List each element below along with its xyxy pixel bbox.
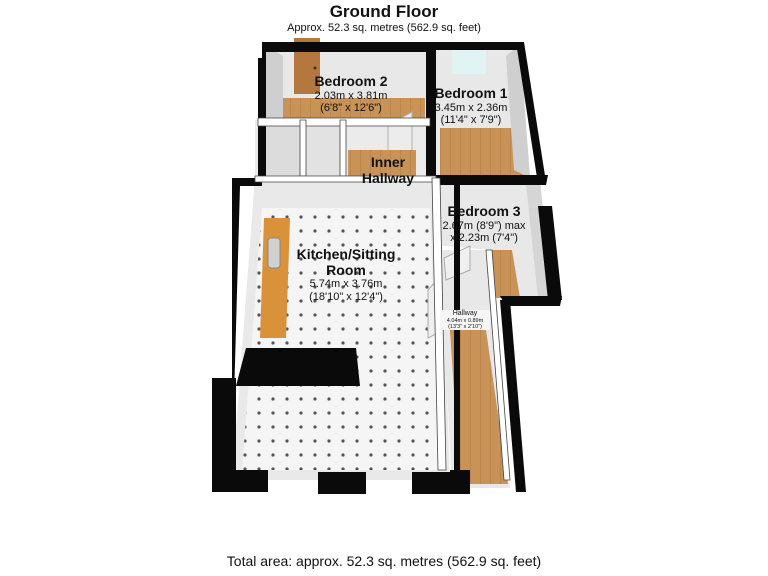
kitchen-dim-metric: 5.74m x 3.76m <box>309 278 383 291</box>
floor-title: Ground Floor <box>329 2 439 21</box>
bedroom-2-name: Bedroom 2 <box>314 73 388 89</box>
hallway-label <box>440 310 490 330</box>
kitchen-name-line2: Room <box>326 261 366 278</box>
bedroom-3-label <box>422 204 546 244</box>
bedroom-1-dim-metric: 3.45m x 2.36m <box>434 101 508 114</box>
hallway-dim-imperial: (13'3" x 2'10") <box>448 323 482 330</box>
bedroom-1-label <box>416 86 526 126</box>
bedroom-1-dim-imperial: (11'4" x 7'9") <box>440 113 502 126</box>
hallway-dim-metric: 4.04m x 0.89m <box>446 317 484 324</box>
kitchen-name-line1: Kitchen/Sitting <box>296 246 396 262</box>
total-area-footer: Total area: approx. 52.3 sq. metres (562.9 sq. feet) <box>226 553 542 569</box>
floor-area-subtitle: Approx. 52.3 sq. metres (562.9 sq. feet) <box>287 22 481 34</box>
bedroom-2-dim-metric: 2.03m x 3.81m <box>314 89 388 102</box>
kitchen-sitting-room <box>232 178 450 480</box>
bedroom-2-label <box>296 74 406 114</box>
bedroom-3-dim-metric: 2.67m (8'9") max <box>442 219 526 232</box>
bedroom-3-dim-imperial: x 2.23m (7'4") <box>450 231 518 244</box>
kitchen-dim-imperial: (18'10" x 12'4") <box>309 290 383 303</box>
inner-hallway-label <box>350 155 426 186</box>
kitchen-label <box>276 247 416 303</box>
bedroom-3-name: Bedroom 3 <box>447 203 521 219</box>
hallway-name: Hallway <box>452 310 478 317</box>
inner-hallway-name-line1: Inner <box>370 154 406 170</box>
bedroom-1-name: Bedroom 1 <box>434 85 508 101</box>
bedroom-2-dim-imperial: (6'8" x 12'6") <box>320 101 382 114</box>
inner-hallway-name-line2: Hallway <box>361 169 415 186</box>
kitchen-island <box>236 348 360 386</box>
